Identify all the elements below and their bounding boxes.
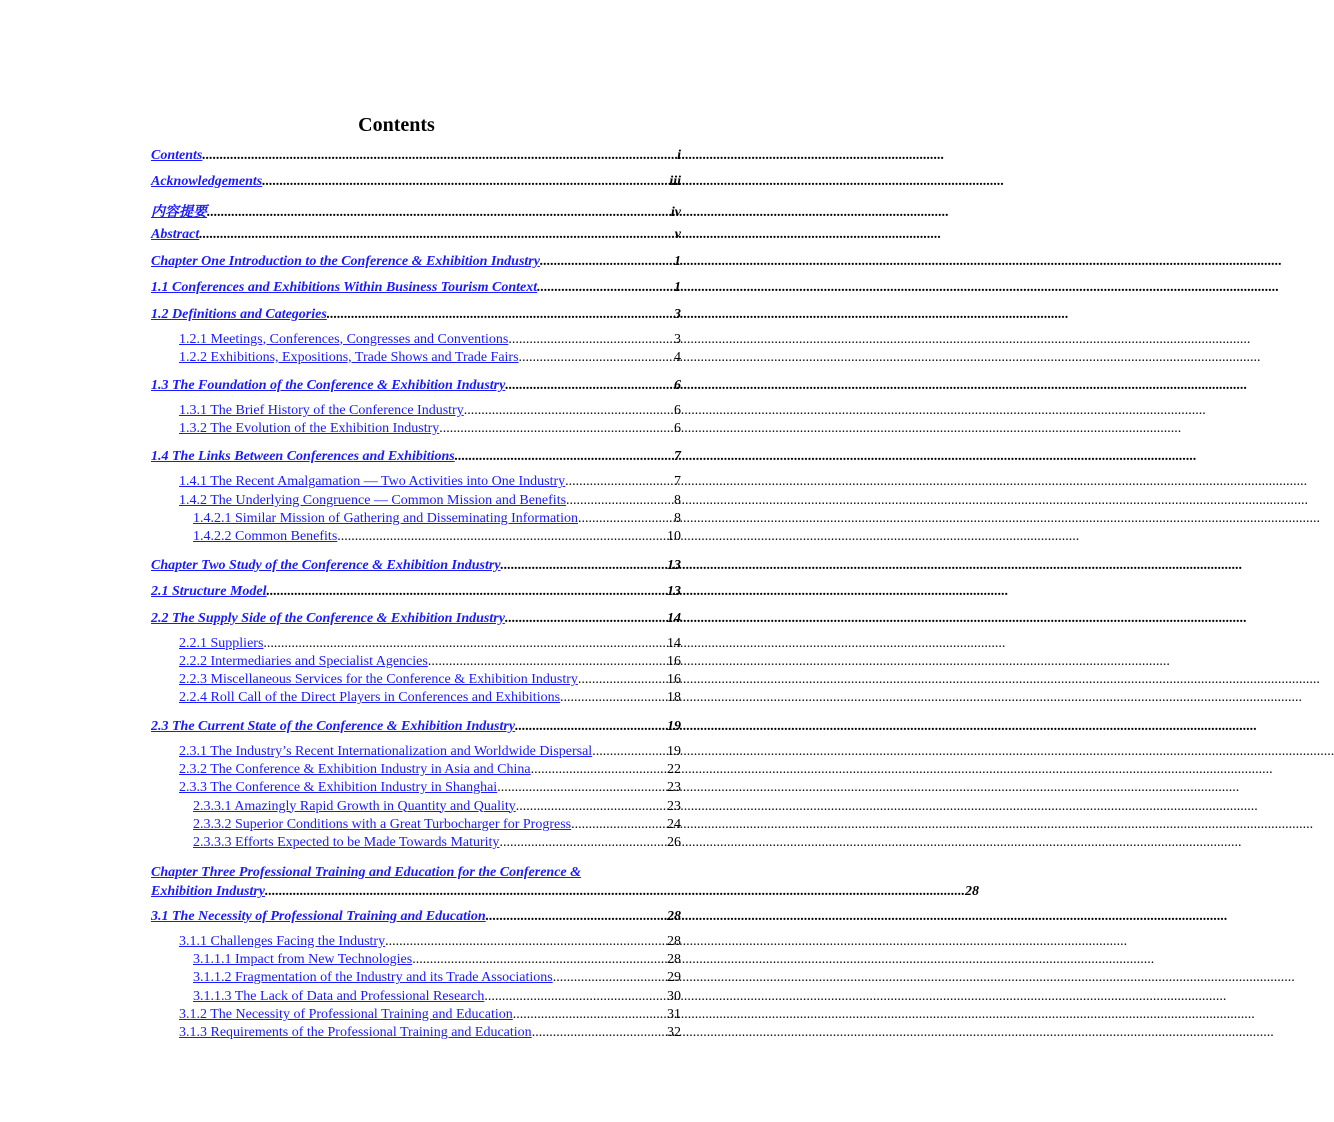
toc-page-number: 8 [674,492,681,508]
toc-page-number: 1 [674,280,681,295]
toc-page-number: 32 [667,1025,681,1041]
toc-entry[interactable] [151,199,681,226]
toc-entry-title[interactable]: 2.1 Structure Model [151,584,267,600]
toc-entry-title[interactable]: 3.1.3 Requirements of the Professional Training and Education [179,1025,532,1041]
dot-leader [455,449,674,465]
toc-page-number: 16 [667,653,681,669]
toc-page-number: 26 [667,835,681,851]
toc-entry-title[interactable]: 2.3.3.1 Amazingly Rapid Growth in Quantity and Quality [193,798,516,814]
dot-leader [464,403,674,419]
toc-page-number: 4 [674,349,681,365]
dot-leader [532,1025,667,1041]
toc-page-number: 28 [667,933,681,949]
toc-page-number: 30 [667,988,681,1004]
toc-entry-title[interactable]: Chapter Three Professional Training and Education for the Conference & [151,865,582,881]
toc-entry[interactable] [151,421,681,439]
dot-leader [412,952,667,968]
dot-leader [505,611,667,627]
dot-leader [428,654,667,670]
toc-entry-title[interactable]: 3.1.1.3 The Lack of Data and Professional Research [193,988,485,1004]
toc-entry[interactable] [151,690,681,708]
toc-entry-title[interactable]: 1.2 Definitions and Categories [151,306,327,322]
toc-page-number: 1 [674,253,681,269]
dot-leader [537,280,674,296]
toc-entry-title[interactable]: 3.1.1.1 Impact from New Technologies [193,952,413,968]
toc-entry[interactable] [151,146,681,173]
toc-entry-title[interactable]: 3.1.1.2 Fragmentation of the Industry and its Trade Associations [193,970,553,986]
toc-entry-title[interactable]: 2.3 The Current State of the Conference & Exhibition Industry [151,718,516,734]
dot-leader [505,378,674,394]
toc-entry[interactable] [151,744,681,762]
toc-page-number: 23 [667,798,681,814]
toc-page-number: i [677,147,681,163]
toc-entry-title[interactable]: 1.4 The Links Between Conferences and Exhibitions [151,449,455,465]
toc-entry[interactable] [151,474,681,492]
dot-leader [439,421,674,437]
dot-leader [566,493,674,509]
toc-entry-title[interactable]: 3.1 The Necessity of Professional Training and Education [151,908,486,924]
dot-leader [497,780,667,796]
toc-entry[interactable] [151,989,681,1007]
toc-entry-title[interactable]: 2.2.2 Intermediaries and Specialist Agencies [179,653,428,669]
toc-entry-title[interactable]: 1.1 Conferences and Exhibitions Within Business Tourism Context [151,280,538,295]
toc-entry[interactable] [151,970,681,988]
toc-entry[interactable] [151,952,681,970]
dot-leader [327,307,674,323]
dot-leader [501,558,667,574]
dot-leader [499,835,667,851]
toc-entry-title[interactable]: 3.1.1 Challenges Facing the Industry [179,933,386,949]
toc-page-number: iv [670,204,681,220]
dot-leader [486,909,667,925]
toc-page-number: 13 [667,557,681,573]
dot-leader [578,672,667,688]
toc-page-number: 16 [667,672,681,688]
dot-leader [565,474,674,490]
toc-entry[interactable] [151,609,681,636]
toc-entry[interactable] [151,403,681,421]
toc-entry[interactable] [151,654,681,672]
toc-page-number: 14 [667,635,681,651]
toc-page-number: iii [669,174,681,189]
toc-page-number: 31 [667,1006,681,1022]
toc-entry-title[interactable]: 1.4.2.2 Common Benefits [193,529,338,545]
toc-page-number: 28 [667,952,681,968]
toc-page-number: 6 [674,402,681,418]
toc-entry-title[interactable]: 2.3.1 The Industry’s Recent Internationalization and Worldwide Dispersal [179,743,593,759]
toc-page-number: 23 [667,780,681,796]
dot-leader: ........................................................................................................................................................................................................ [265,884,965,900]
toc-entry-title[interactable]: 1.4.2.1 Similar Mission of Gathering and Disseminating Information [193,511,578,527]
toc-entry-title[interactable]: 1.2.2 Exhibitions, Expositions, Trade Shows and Trade Fairs [179,349,519,365]
toc-entry[interactable] [151,350,681,368]
toc-entry-title[interactable]: 2.2.4 Roll Call of the Direct Players in Conferences and Exhibitions [179,690,561,706]
dot-leader [571,817,667,833]
toc-page-number: 6 [674,421,681,437]
toc-entry[interactable] [151,672,681,690]
toc-page-number: 22 [667,761,681,777]
toc-entry-title[interactable]: 2.3.3.2 Superior Conditions with a Great Turbocharger for Progress [193,816,572,832]
dot-leader [385,934,667,950]
toc-entry[interactable] [151,799,681,817]
dot-leader [267,584,667,600]
toc-page-number: 29 [667,970,681,986]
toc-entry[interactable] [151,780,681,798]
toc-entry[interactable] [151,762,681,780]
dot-leader [560,690,667,706]
toc-entry[interactable] [151,305,681,332]
toc-entry[interactable] [151,173,681,200]
toc-entry[interactable] [151,717,681,744]
toc-entry[interactable] [151,252,681,279]
dot-leader [592,744,667,760]
toc-page-number: 18 [667,690,681,706]
toc-entry[interactable] [151,556,681,583]
toc-entry[interactable] [151,583,681,610]
dot-leader [484,989,667,1005]
toc-entry-title[interactable]: 1.3 The Foundation of the Conference & Exhibition Industry [151,377,506,393]
toc-page-number: 3 [674,306,681,322]
toc-entry[interactable] [151,636,681,654]
table-of-contents [151,146,979,1044]
toc-entry[interactable] [151,511,681,529]
toc-entry[interactable] [151,529,681,547]
toc-entry-title[interactable]: 2.3.3.3 Efforts Expected to be Made Towards Maturity [193,835,500,851]
toc-entry[interactable] [151,1007,681,1025]
toc-entry-title[interactable]: 1.3.1 The Brief History of the Conference Industry [179,402,464,418]
toc-entry[interactable] [151,817,681,835]
toc-page-number: v [674,227,681,242]
dot-leader [199,227,675,243]
toc-entry[interactable] [151,835,681,853]
toc-page-number: 8 [674,511,681,527]
toc-page-number: 14 [667,610,681,626]
toc-entry-title[interactable]: 2.2 The Supply Side of the Conference & Exhibition Industry [151,610,505,626]
dot-leader [207,205,671,221]
toc-entry-title[interactable]: Acknowledgements [151,174,263,189]
toc-page-number: 28 [965,884,979,900]
toc-entry-chapter-three[interactable] [151,862,979,908]
toc-page-number: 7 [674,474,681,490]
toc-page-number: 3 [674,331,681,347]
toc-entry-title[interactable]: 2.2.1 Suppliers [179,635,264,651]
toc-page-number: 24 [667,816,681,832]
dot-leader [516,799,667,815]
toc-entry-title[interactable]: 2.3.2 The Conference & Exhibition Industry in Asia and China [179,761,531,777]
toc-entry[interactable] [151,1025,681,1043]
dot-leader [513,1007,667,1023]
dot-leader [202,148,677,164]
dot-leader [531,762,667,778]
toc-entry[interactable] [151,279,681,306]
toc-entry-title[interactable]: 1.4.2 The Underlying Congruence — Common Mission and Benefits [179,492,567,508]
toc-entry-title[interactable]: 1.2.1 Meetings, Conferences, Congresses and Conventions [179,331,509,347]
toc-entry-title[interactable]: 1.4.1 The Recent Amalgamation — Two Activities into One Industry [179,474,566,490]
toc-page-number: 7 [674,449,681,465]
toc-entry-title[interactable]: 2.3.3 The Conference & Exhibition Industry in Shanghai [179,780,498,796]
toc-entry[interactable] [151,934,681,952]
toc-entry-title-continued[interactable]: Exhibition Industry [151,884,265,900]
toc-entry[interactable] [151,226,681,253]
dot-leader [263,636,667,652]
toc-entry-title[interactable]: 1.3.2 The Evolution of the Exhibition Industry [179,421,440,437]
toc-entry[interactable] [151,376,681,403]
toc-page-number: 19 [667,718,681,734]
page-title: Contents [358,114,435,136]
toc-page-number: 28 [667,908,681,924]
dot-leader [540,254,674,270]
toc-page-number: 6 [674,377,681,393]
toc-entry-title[interactable]: Chapter One Introduction to the Conference & Exhibition Industry [151,253,540,269]
dot-leader [578,511,674,527]
toc-page-number: 19 [667,743,681,759]
toc-page-number: 10 [667,529,681,545]
toc-entry[interactable] [151,907,681,934]
toc-entry-title[interactable]: 2.2.3 Miscellaneous Services for the Conference & Exhibition Industry [179,672,578,688]
toc-entry[interactable] [151,493,681,511]
dot-leader [553,970,667,986]
toc-entry-title[interactable]: 3.1.2 The Necessity of Professional Training and Education [179,1006,513,1022]
toc-entry-title[interactable]: Chapter Two Study of the Conference & Exhibition Industry [151,557,501,573]
dot-leader [262,174,669,190]
toc-entry[interactable] [151,332,681,350]
toc-entry[interactable] [151,448,681,475]
dot-leader [519,350,674,366]
dot-leader [337,529,667,545]
toc-entry-title[interactable]: Abstract [151,227,200,242]
toc-page-number: 13 [667,584,681,600]
toc-entry-title[interactable]: Contents [151,147,203,163]
toc-entry-title[interactable]: 内容提要 [151,204,207,220]
dot-leader [508,332,674,348]
dot-leader [515,719,667,735]
